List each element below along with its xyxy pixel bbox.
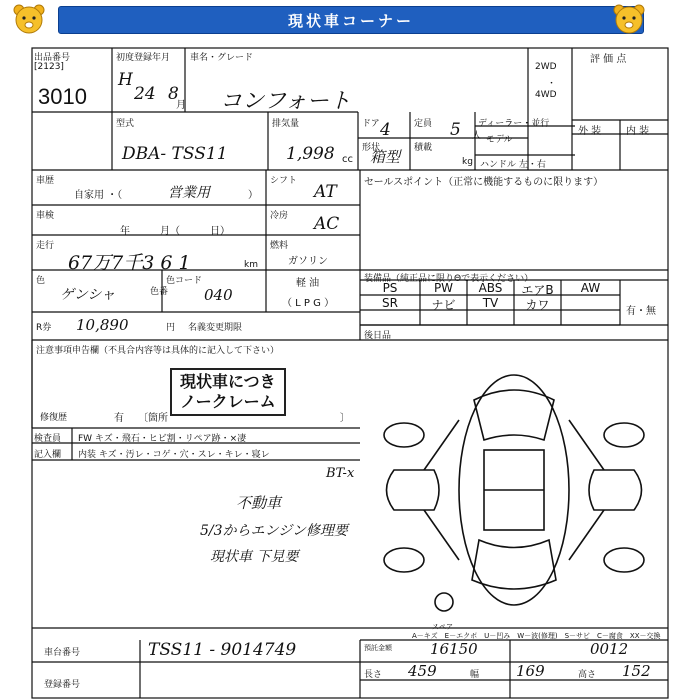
stamp-line1: 現状車につき <box>180 372 276 391</box>
car-diagram <box>364 360 664 620</box>
mileage: 67万7千3 6 1 <box>68 252 191 274</box>
fuel-diesel: 軽 油 <box>296 278 320 289</box>
wd-dot: ・ <box>547 79 557 89</box>
color-code-label: 色コード <box>166 276 203 286</box>
spare-label: スペア <box>432 623 453 631</box>
interior-label: 内 装 <box>626 126 650 137</box>
chassis-number: TSS11 - 9014749 <box>148 640 297 660</box>
form-label: 形状 <box>362 143 381 153</box>
height-value: 152 <box>622 662 651 680</box>
repair-close: 〕 <box>340 413 350 424</box>
reg-label: 登録番号 <box>44 680 81 690</box>
model-mark: モデル <box>486 135 513 145</box>
banner-title: 現状車コーナー <box>58 6 644 34</box>
first-reg-year: 24 <box>134 84 156 104</box>
bt-note: BT-x <box>326 466 355 481</box>
equip-tv: TV <box>482 296 499 310</box>
capacity-label: 定員 <box>414 119 433 129</box>
banner <box>0 0 700 40</box>
width-value: 169 <box>516 662 545 680</box>
displacement: 1,998 <box>286 144 335 164</box>
equip-airbag: エアB <box>521 283 554 297</box>
fuel-gas: ガソリン <box>288 256 328 267</box>
cc-unit: cc <box>342 154 353 165</box>
bear-mascot-icon <box>612 2 646 36</box>
remark2: 5/3からエンジン修理要 <box>200 523 348 539</box>
inspection-ym: 年 月（ 日） <box>120 226 230 237</box>
deposit-label: 預託金額 <box>364 644 392 652</box>
wd-4: 4WD <box>535 90 557 100</box>
chassis-label: 車台番号 <box>44 648 81 658</box>
recycle-label: R券 <box>36 323 52 333</box>
displacement-label: 排気量 <box>272 119 300 129</box>
stamp-line2: ノークレーム <box>180 392 276 411</box>
repair-label: 修復歴 <box>40 413 68 423</box>
length-label: 長さ <box>364 670 383 680</box>
first-reg-h: H <box>118 70 133 90</box>
handle-label: ハンドル 左・右 <box>480 160 546 170</box>
damage-code-legend: A－キズ E－エクボ U－凹み W－波(修理) S－サビ C－腐食 XX－交換 <box>412 632 661 640</box>
legend1: FW キズ・飛石・ヒビ割・リペア跡・×凄 <box>78 434 247 444</box>
lot-label: 出品番号 <box>34 53 71 63</box>
length-value: 459 <box>408 662 437 680</box>
inspector-label1: 検査員 <box>34 434 62 444</box>
shift-label: シフト <box>270 176 298 186</box>
ac: AC <box>314 214 340 234</box>
equip-aw: AW <box>580 281 601 295</box>
doors: 4 <box>380 120 391 140</box>
load-label: 積載 <box>414 143 433 153</box>
exterior-label: 外 装 <box>578 126 602 137</box>
form: 箱型 <box>370 148 401 166</box>
equip-sr: SR <box>382 296 398 310</box>
mileage-unit: km <box>244 260 258 270</box>
inspector-label2: 記入欄 <box>34 450 62 460</box>
mileage-label: 走行 <box>36 241 55 251</box>
equip-label: 装備品（純正品に限りΘで表示ください） <box>364 274 534 284</box>
equip-abs: ABS <box>478 281 503 295</box>
ac-label: 冷房 <box>270 211 289 221</box>
score-label: 評 価 点 <box>590 54 627 65</box>
first-reg-month-unit: 月 <box>176 100 186 111</box>
inspection-label: 車検 <box>36 211 55 221</box>
aftermarket-label: 後日品 <box>364 331 392 341</box>
usage-value: 自家用 ・（ <box>74 190 123 201</box>
color-label: 色 <box>36 276 46 286</box>
first-reg-month: 8 <box>168 84 179 104</box>
color-no-label: 色番 <box>150 287 169 297</box>
auction-sheet <box>30 40 670 700</box>
name-change-label: 名義変更期限 <box>188 323 243 333</box>
model: DBA- TSS11 <box>122 144 228 164</box>
capacity: 5 <box>450 120 461 140</box>
carname: コンフォート <box>220 89 351 114</box>
capacity-unit: 人 <box>472 131 482 141</box>
fuel-label: 燃料 <box>270 241 289 251</box>
equip-leather: カワ <box>525 298 550 312</box>
no-claim-stamp <box>170 368 286 416</box>
usage-label: 車歴 <box>36 176 55 186</box>
repair-value: 有 <box>114 413 124 424</box>
model-label: 型式 <box>116 119 135 129</box>
deposit-value: 16150 <box>430 640 478 658</box>
lot-code: [2123] <box>34 62 64 72</box>
repair-location: 〔箇所 <box>138 413 168 424</box>
color-code: 040 <box>204 286 233 304</box>
lot-number: 3010 <box>38 84 87 109</box>
remark3: 現状車 下見要 <box>210 549 299 565</box>
notes-label: 注意事項申告欄（不具合内容等は具体的に記入して下さい） <box>36 346 280 356</box>
carname-label: 車名・グレード <box>190 53 254 63</box>
equip-ps: PS <box>382 281 398 295</box>
legend2: 内装 キズ・汚レ・コゲ・穴・スレ・キレ・寝レ <box>78 450 270 460</box>
remark1: 不動車 <box>236 494 282 512</box>
shift: AT <box>314 182 337 202</box>
dealer-label: ディーラー・並行 <box>478 119 550 129</box>
first-reg-label: 初度登録年月 <box>116 53 171 63</box>
wd-2: 2WD <box>535 62 557 72</box>
color: ゲンシャ <box>60 287 116 303</box>
sales-label: セールスポイント（正常に機能するものに限ります） <box>364 177 604 188</box>
height-label: 高さ <box>578 670 597 680</box>
recycle-value: 10,890 <box>76 316 129 334</box>
usage-hand: 営業用 <box>168 185 210 201</box>
fuel-lpg: （ L P G ） <box>282 298 335 309</box>
usage-close: ） <box>248 190 258 201</box>
equip-navi: ナビ <box>431 298 456 312</box>
recycle-unit: 円 <box>166 323 176 333</box>
load-unit: kg <box>462 157 473 167</box>
doors-label: ドア <box>362 119 380 129</box>
bear-mascot-icon <box>12 2 46 36</box>
deposit-value-2: 0012 <box>590 640 629 658</box>
yes-no: 有・無 <box>626 306 656 317</box>
width-label: 幅 <box>470 670 480 680</box>
equip-pw: PW <box>433 281 454 295</box>
